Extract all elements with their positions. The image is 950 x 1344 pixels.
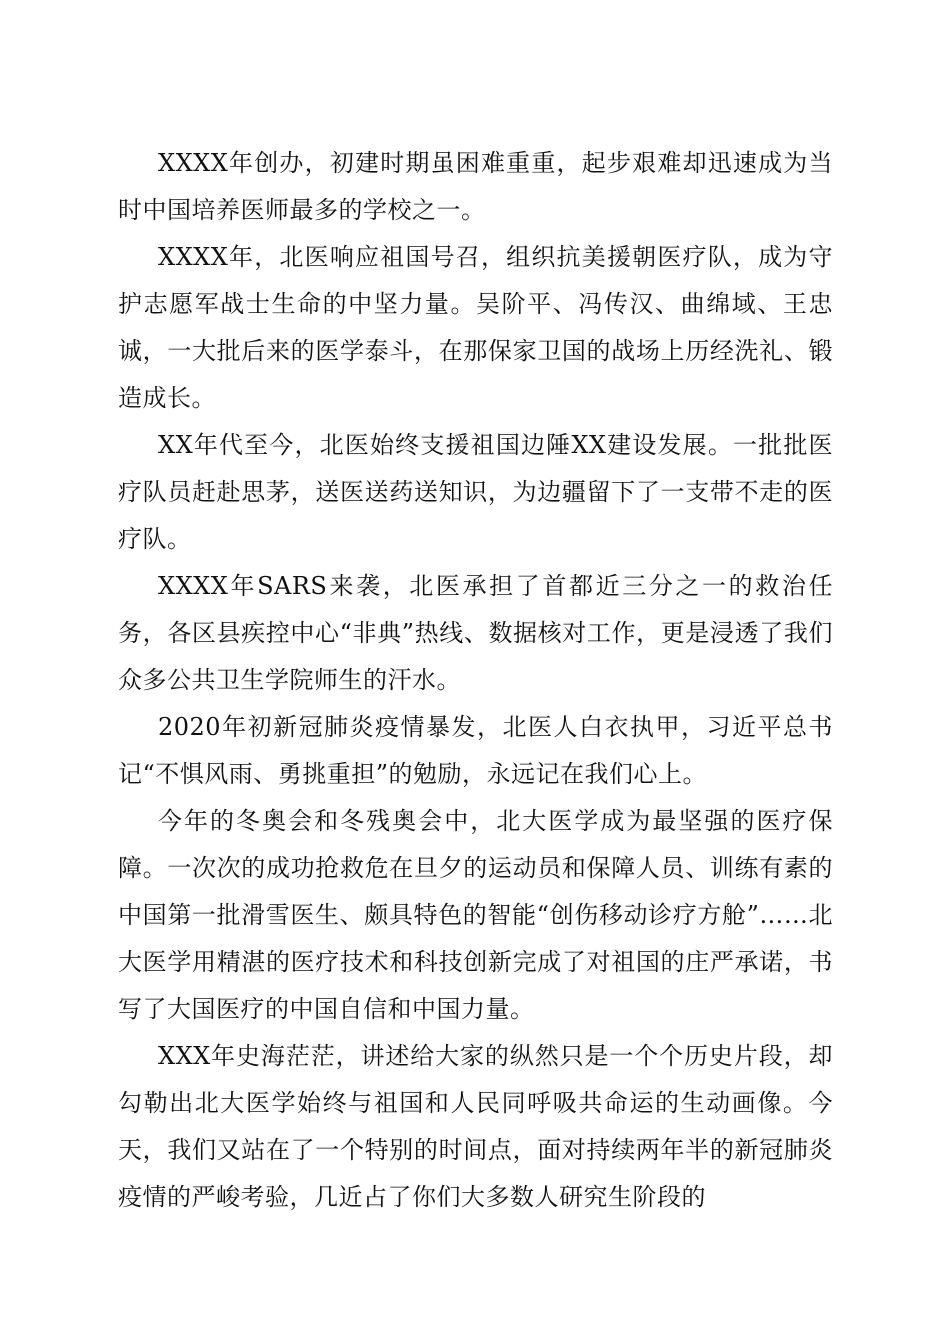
document-body	[118, 140, 833, 1221]
paragraph-winter-olympics: 今年的冬奥会和冬残奥会中，北大医学成为最坚强的医疗保障。一次次的成功抢救危在旦夕的运动员和保障人员、训练有素的中国第一批滑雪医生、颇具特色的智能“创伤移动诊疗方舱”……北大医学用精湛的医疗技术和科技创新完成了对祖国的庄严承诺，书写了大国医疗的中国自信和中国力量。	[118, 807, 833, 1023]
paragraph-history-summary: XXX年史海茫茫，讲述给大家的纵然只是一个个历史片段，却勾勒出北大医学始终与祖国和人民同呼吸共命运的生动画像。今天，我们又站在了一个特别的时间点，面对持续两年半的新冠肺炎疫情的严峻考验，几近占了你们大多数人研究生阶段的	[118, 1042, 833, 1211]
paragraph-founding: XXXX年创办，初建时期虽困难重重，起步艰难却迅速成为当时中国培养医师最多的学校之一。	[118, 149, 833, 224]
paragraph-sars: XXXX年SARS来袭，北医承担了首都近三分之一的救治任务，各区县疾控中心“非典”热线、数据核对工作，更是浸透了我们众多公共卫生学院师生的汗水。	[118, 572, 833, 694]
paragraph-korean-war-medical-team: XXXX年，北医响应祖国号召，组织抗美援朝医疗队，成为守护志愿军战士生命的中坚力量。吴阶平、冯传汉、曲绵域、王忠诚，一大批后来的医学泰斗，在那保家卫国的战场上历经洗礼、锻造成长。	[118, 243, 833, 412]
paragraph-covid: 2020年初新冠肺炎疫情暴发，北医人白衣执甲，习近平总书记“不惧风雨、勇挑重担”的勉励，永远记在我们心上。	[118, 713, 833, 788]
paragraph-border-support: XX年代至今，北医始终支援祖国边陲XX建设发展。一批批医疗队员赶赴思茅，送医送药送知识，为边疆留下了一支带不走的医疗队。	[118, 431, 833, 553]
